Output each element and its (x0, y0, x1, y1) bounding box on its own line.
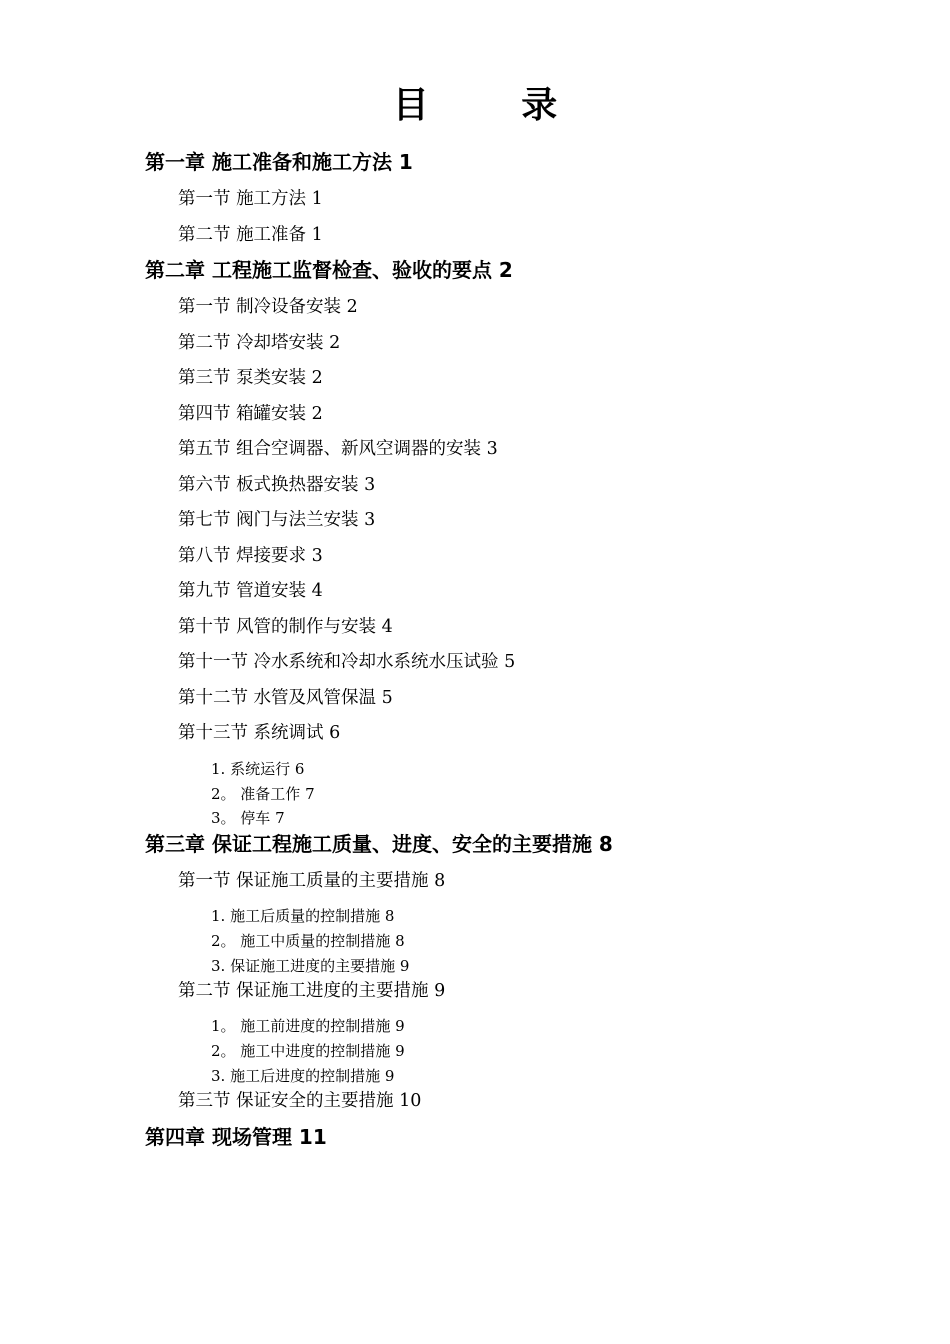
toc-section-2-10[interactable]: 第十节 风管的制作与安装 4 (178, 617, 393, 637)
toc-chapter-4[interactable]: 第四章 现场管理 11 (145, 1125, 327, 1149)
toc-item-3-2-2[interactable]: 2。 施工中进度的控制措施 9 (211, 1042, 405, 1060)
toc-section-2-12[interactable]: 第十二节 水管及风管保温 5 (178, 688, 393, 708)
toc-section-1-1[interactable]: 第一节 施工方法 1 (178, 189, 323, 209)
toc-chapter-3[interactable]: 第三章 保证工程施工质量、进度、安全的主要措施 8 (145, 832, 613, 856)
toc-section-2-1[interactable]: 第一节 制冷设备安装 2 (178, 297, 358, 317)
toc-section-3-1[interactable]: 第一节 保证施工质量的主要措施 8 (178, 871, 446, 891)
toc-section-2-11[interactable]: 第十一节 冷水系统和冷却水系统水压试验 5 (178, 652, 516, 672)
toc-item-3-1-1[interactable]: 1. 施工后质量的控制措施 8 (211, 907, 395, 925)
toc-section-1-2[interactable]: 第二节 施工准备 1 (178, 225, 323, 245)
toc-section-2-13[interactable]: 第十三节 系统调试 6 (178, 723, 341, 743)
toc-item-2-13-1[interactable]: 1. 系统运行 6 (211, 760, 305, 778)
toc-section-2-3[interactable]: 第三节 泵类安装 2 (178, 368, 323, 388)
toc-section-2-5[interactable]: 第五节 组合空调器、新风空调器的安装 3 (178, 439, 498, 459)
toc-item-3-2-3[interactable]: 3. 施工后进度的控制措施 9 (211, 1067, 395, 1085)
toc-item-3-1-3[interactable]: 3. 保证施工进度的主要措施 9 (211, 957, 410, 975)
toc-item-3-2-1[interactable]: 1。 施工前进度的控制措施 9 (211, 1017, 405, 1035)
toc-chapter-2[interactable]: 第二章 工程施工监督检查、验收的要点 2 (145, 258, 513, 282)
toc-chapter-1[interactable]: 第一章 施工准备和施工方法 1 (145, 150, 413, 174)
toc-section-2-2[interactable]: 第二节 冷却塔安装 2 (178, 333, 341, 353)
toc-section-2-7[interactable]: 第七节 阀门与法兰安装 3 (178, 510, 376, 530)
toc-item-3-1-2[interactable]: 2。 施工中质量的控制措施 8 (211, 932, 405, 950)
toc-item-2-13-2[interactable]: 2。 准备工作 7 (211, 785, 315, 803)
toc-section-2-8[interactable]: 第八节 焊接要求 3 (178, 546, 323, 566)
page-title: 目 录 (392, 85, 598, 126)
toc-section-3-3[interactable]: 第三节 保证安全的主要措施 10 (178, 1091, 422, 1111)
toc-section-2-6[interactable]: 第六节 板式换热器安装 3 (178, 475, 376, 495)
toc-section-2-4[interactable]: 第四节 箱罐安装 2 (178, 404, 323, 424)
toc-section-2-9[interactable]: 第九节 管道安装 4 (178, 581, 323, 601)
toc-item-2-13-3[interactable]: 3。 停车 7 (211, 809, 285, 827)
toc-section-3-2[interactable]: 第二节 保证施工进度的主要措施 9 (178, 981, 446, 1001)
